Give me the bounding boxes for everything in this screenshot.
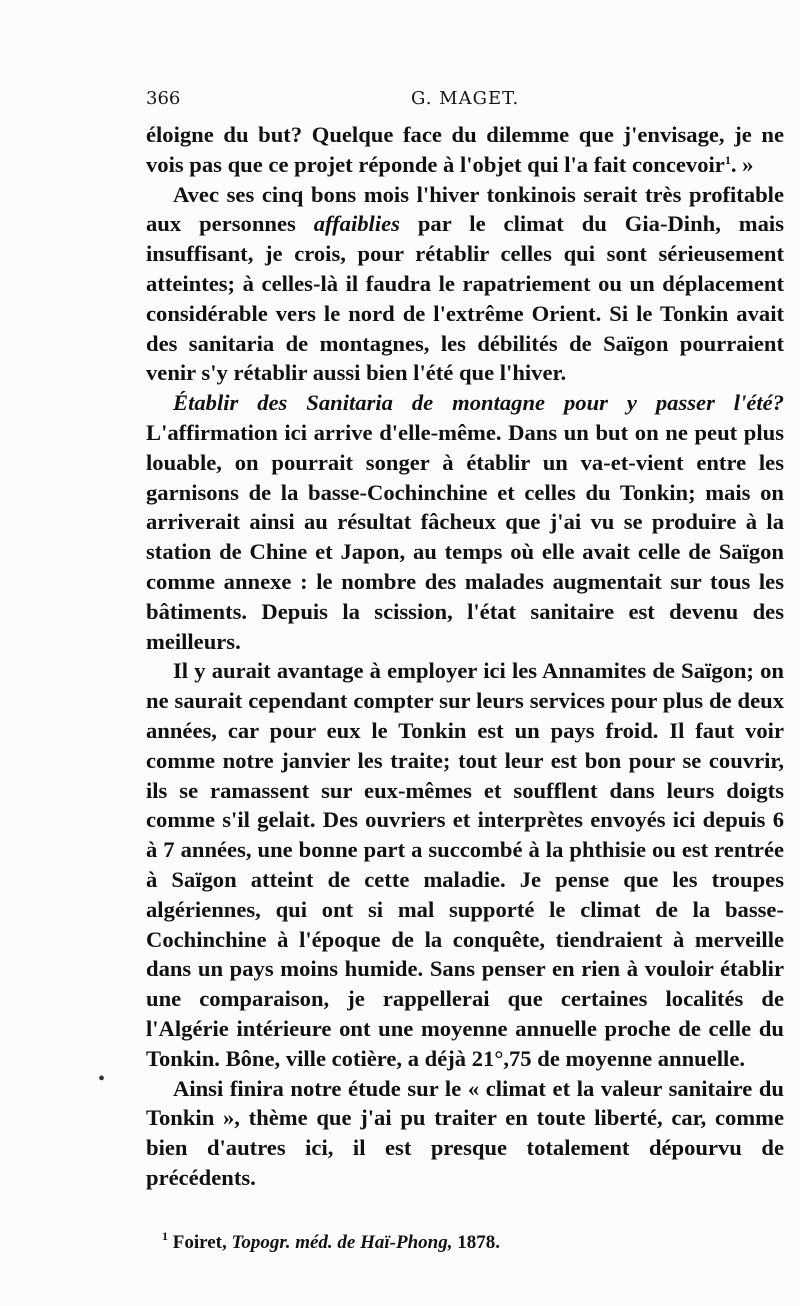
paragraph-4: Il y aurait avantage à employer ici les Annamites de Saïgon; on ne saurait cependant compter sur leurs services pour plus de deux années, car pour eux le Tonkin est un pays froid. Il faut voir comme notre janvier les traite; tout leur est bon pour se couvrir, ils se ramassent sur eux-mêmes et soufflent dans leurs doigts comme s'il gelait. Des ouvriers et interprètes envoyés ici depuis 6 à 7 années, une bonne part a succombé à la phthisie ou est rentrée à Saïgon atteint de cette maladie. Je pense que les troupes algériennes, qui ont si mal supporté le climat de la basse-Cochinchine à l'époque de la conquête, tiendraient à merveille dans un pays moins humide. Sans penser en rien à vouloir établir une comparaison, je rappellerai que certaines localités de l'Algérie intérieure ont une moyenne annuelle proche de celle du Tonkin. Bône, ville cotière, a déjà 21°,75 de moyenne annuelle.: [146, 658, 784, 1071]
footnote-ref: 1: [724, 152, 731, 167]
paragraph-3-heading: Établir des Sanitaria de montagne pour y passer l'été?: [173, 390, 784, 416]
running-title: G. MAGET.: [411, 88, 520, 109]
paragraph-3: [146, 388, 784, 656]
paragraph-3-text: L'affirmation ici arrive d'elle-même. Dans un but on ne peut plus louable, on pourrait songer à établir un va-et-vient entre les garnisons de la basse-Cochinchine et celles du Tonkin; mais on arriverait ainsi au résultat fâcheux que j'ai vu se produire à la station de Chine et Japon, au temps où elle avait celle de Saïgon comme annexe : le nombre des malades augmentait sur tous les bâtiments. Depuis la scission, l'état sanitaire est devenu des meilleurs.: [146, 419, 784, 654]
paragraph-1-text: éloigne du but? Quelque face du dilemme que j'envisage, je ne vois pas que ce projet réponde à l'objet qui l'a fait concevoir: [146, 122, 784, 177]
paragraph-2-text-b: par le climat du Gia-Dinh, mais insuffisant, je crois, pour rétablir celles qui sont sérieusement atteintes; à celles-là il faudra le rapatriement ou un déplacement considérable vers le nord de l'extrême Orient. Si le Tonkin avait des sanitaria de montagnes, les débilités de Saïgon pourraient venir s'y rétablir aussi bien l'été que l'hiver.: [146, 211, 784, 386]
footnote: [162, 1229, 762, 1254]
footnote-mark: 1: [162, 1229, 168, 1243]
paragraph-1-end: . »: [730, 151, 754, 177]
footnote-journal: Topogr. méd. de Haï-Phong,: [231, 1232, 453, 1253]
body-text: [146, 120, 784, 1193]
page-number: 366: [146, 88, 181, 109]
footnote-author: Foiret,: [172, 1232, 232, 1253]
paragraph-2-emphasis: affaiblies: [313, 211, 400, 237]
paragraph-5: Ainsi finira notre étude sur le « climat et la valeur sanitaire du Tonkin », thème que j'ai pu traiter en toute liberté, car, comme bien d'autres ici, il est presque totalement dépourvu de précédents.: [146, 1075, 784, 1190]
margin-mark: •: [98, 1068, 106, 1090]
running-head: [146, 88, 760, 114]
paragraph-2: [146, 180, 784, 389]
footnote-year: 1878.: [452, 1232, 500, 1253]
paragraph-2-text-a: Avec ses cinq bons mois l'hiver tonkinois serait très profitable aux personnes: [146, 181, 784, 237]
paragraph-1: [146, 120, 784, 180]
